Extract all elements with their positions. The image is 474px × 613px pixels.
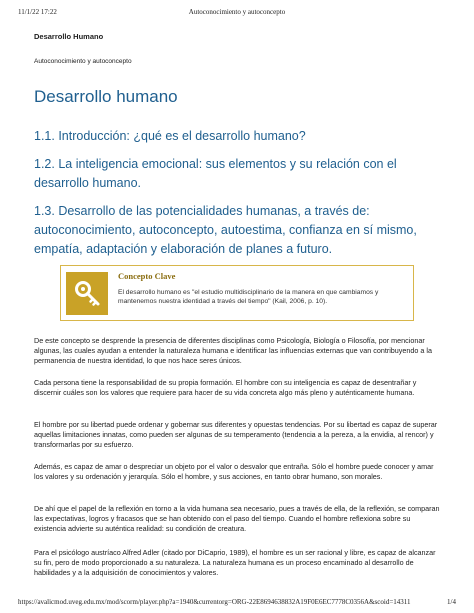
paragraph-2: Cada persona tiene la responsabilidad de su propia formación. El hombre con su inteligencia es capaz de desentrañar y discernir cuáles son los valores que requiere para hacer de su vida concreta algo más pleno y auténticamente humana.: [34, 378, 417, 397]
print-date: 11/1/22 17:22: [18, 8, 57, 16]
paragraph-1: De este concepto se desprende la presencia de diferentes disciplinas como Psicología, Biología o Filosofía, por mencionar algunas, las cuales ayudan a entender la naturaleza humana e identificar las influencias externas que van contribuyendo a la permanencia de nuestra identidad, lo que nos hace seres únicos.: [34, 336, 432, 365]
paragraph-4: Además, es capaz de amar o despreciar un objeto por el valor o desvalor que entraña. Sólo el hombre puede conocer y amar los valores y su ordenación y jerarquía. Sólo el hombre, y sus acciones, en tanto obrar humano, son morales.: [34, 462, 434, 481]
callout-icon-box: [66, 272, 108, 315]
section-name: Autoconocimiento y autoconcepto: [34, 58, 132, 65]
callout-title: Concepto Clave: [118, 271, 176, 281]
course-name: Desarrollo Humano: [34, 32, 104, 41]
paragraph-5: De ahí que el papel de la reflexión en torno a la vida humana sea necesario, pues a través de ella, de la reflexión, se comparan las expectativas, logros y fracasos que se han obtenido con el paso del tiempo. Cuando el hombre reflexiona sobre su existencia advierte su auténtica realidad: su condición de creatura.: [34, 504, 440, 533]
page-title: Desarrollo humano: [34, 87, 178, 106]
paragraph-6: Para el psicólogo austríaco Alfred Adler (citado por DiCaprio, 1989), el hombre es un ser racional y libre, es capaz de alcanzar su fin, pero de modo proporcionado a su naturaleza. La naturaleza humana es un proceso encaminado al desarrollo de habilidades y a la adquisición de conocimientos y valores.: [34, 548, 436, 577]
callout-text: El desarrollo humano es "el estudio multidisciplinario de la manera en que cambiamos y mantenemos nuestra identidad a través del tiempo" (Kail, 2006, p. 10).: [118, 289, 379, 305]
print-doc-title: Autoconocimiento y autoconcepto: [188, 8, 286, 16]
print-page-number: 1/4: [447, 598, 456, 606]
key-concept-callout: [60, 265, 414, 321]
key-icon: [73, 279, 101, 308]
subheading-1-2: 1.2. La inteligencia emocional: sus elementos y su relación con el desarrollo humano.: [34, 157, 397, 190]
subheading-1-3: 1.3. Desarrollo de las potencialidades humanas, a través de: autoconocimiento, autoconcepto, autoestima, confianza en sí mismo, empatía, adaptación y elaboración de planes a futuro.: [34, 204, 417, 256]
paragraph-3: El hombre por su libertad puede ordenar y gobernar sus diferentes y opuestas tendencias. Por su libertad es capaz de superar aquellas limitaciones innatas, como pueden ser algunas de su temperamento (tendencia a la pereza, a la envidia, al rencor) y transformarlas por su esfuerzo.: [34, 420, 438, 449]
subheading-1-1: 1.1. Introducción: ¿qué es el desarrollo humano?: [34, 129, 306, 143]
print-url[interactable]: https://avalicmod.uveg.edu.mx/mod/scorm/player.php?a=1940&currentorg=ORG-22E8694638832A19F0E6EC7778C0356A&scoid=14311: [18, 598, 411, 606]
